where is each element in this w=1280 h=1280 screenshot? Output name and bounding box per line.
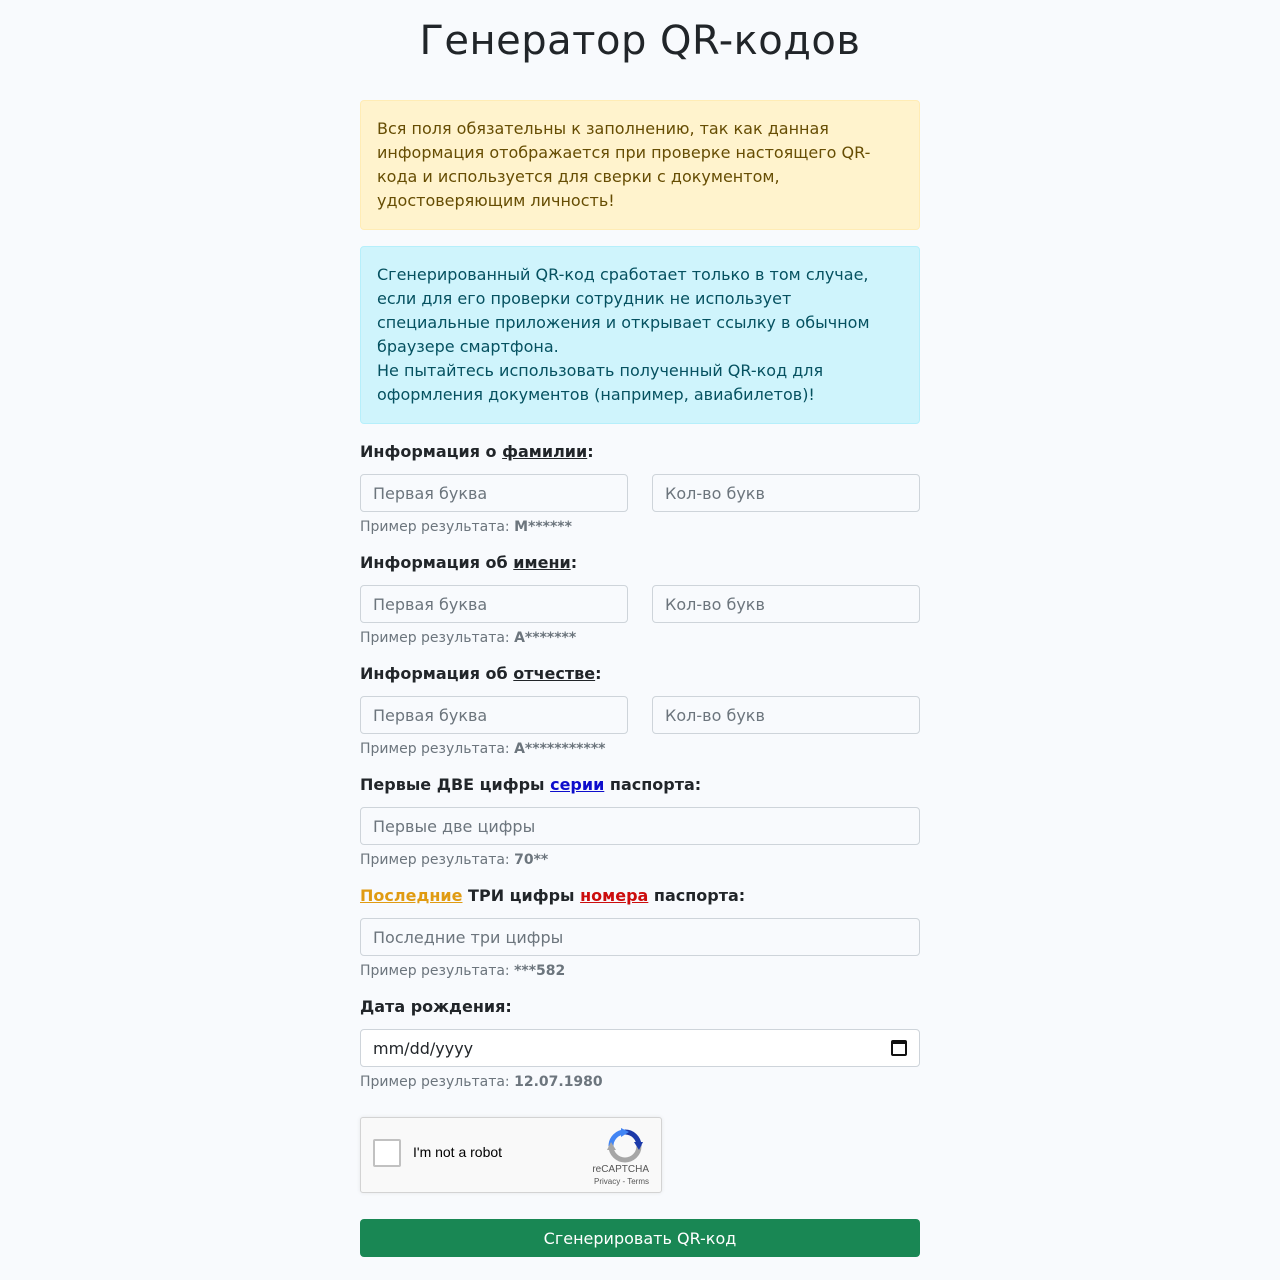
passport-number-hint-value: ***582 [514,963,566,979]
passport-series-label-suffix: паспорта: [604,775,702,794]
patronymic-hint [360,739,920,759]
recaptcha-brand: reCAPTCHA [592,1164,649,1175]
recaptcha-logo-icon [607,1128,643,1164]
passport-number-label-suffix: паспорта: [648,886,746,905]
info-alert-text-1: Сгенерированный QR-код сработает только в том случае, если для его проверки сотрудник не использует специальные приложения и открывает ссылку в обычном браузере смартфона. [377,265,870,356]
passport-number-link[interactable]: номера [580,886,649,905]
page-title: Генератор QR-кодов [419,18,861,64]
passport-number-group [360,884,920,981]
name-hint-value: А******* [514,630,577,646]
surname-label-link[interactable]: фамилии [502,442,588,461]
name-first-letter-input[interactable] [360,585,628,623]
passport-series-link[interactable]: серии [550,775,605,794]
name-label-prefix: Информация об [360,553,514,572]
name-group [360,551,920,648]
surname-hint-prefix: Пример результата: [360,519,515,535]
passport-series-hint-value: 70** [514,852,549,868]
passport-series-input[interactable] [360,807,920,845]
surname-first-letter-input[interactable] [360,474,628,512]
form-container [360,100,920,1257]
warning-alert [360,100,920,230]
info-alert [360,246,920,424]
name-label-suffix: : [570,553,578,572]
passport-series-label [360,773,920,797]
surname-hint [360,517,920,537]
birthdate-hint-value: 12.07.1980 [514,1074,603,1090]
birthdate-label: Дата рождения: [360,997,512,1016]
surname-group [360,440,920,537]
birthdate-hint-prefix: Пример результата: [360,1074,515,1090]
patronymic-label-prefix: Информация об [360,664,514,683]
patronymic-label-suffix: : [595,664,602,683]
patronymic-group [360,662,920,759]
patronymic-hint-prefix: Пример результата: [360,741,515,757]
surname-label-prefix: Информация о [360,442,503,461]
patronymic-label [360,662,920,686]
passport-number-last-link[interactable]: Последние [360,886,463,905]
birthdate-value: mm/dd/yyyy [373,1038,474,1058]
passport-series-label-prefix: Первые ДВЕ цифры [360,775,551,794]
passport-number-hint-prefix: Пример результата: [360,963,515,979]
name-hint [360,628,920,648]
recaptcha-checkbox[interactable] [373,1139,401,1167]
surname-label [360,440,920,464]
birthdate-group [360,995,920,1092]
passport-number-hint [360,961,920,981]
passport-number-input[interactable] [360,918,920,956]
name-label-link[interactable]: имени [513,553,571,572]
passport-number-label [360,884,920,908]
calendar-icon[interactable] [891,1040,907,1056]
recaptcha-widget [360,1117,662,1193]
recaptcha-label: I'm not a robot [413,1144,503,1160]
generate-qr-button[interactable]: Сгенерировать QR-код [360,1219,920,1257]
patronymic-label-link[interactable]: отчестве [513,664,596,683]
warning-alert-text: Вся поля обязательны к заполнению, так как данная информация отображается при проверке настоящего QR-кода и используется для сверки с документом, удостоверяющим личность! [377,119,871,210]
recaptcha-terms-link[interactable]: Privacy - Terms [594,1177,649,1186]
name-label [360,551,920,575]
surname-letter-count-input[interactable] [652,474,920,512]
patronymic-first-letter-input[interactable] [360,696,628,734]
patronymic-letter-count-input[interactable] [652,696,920,734]
surname-label-suffix: : [587,442,594,461]
passport-series-group [360,773,920,870]
patronymic-hint-value: А*********** [514,741,606,757]
birthdate-input[interactable] [360,1029,920,1067]
passport-series-hint [360,850,920,870]
birthdate-hint [360,1072,920,1092]
passport-number-label-middle: ТРИ цифры [462,886,581,905]
info-alert-text-2: Не пытайтесь использовать полученный QR-код для оформления документов (например, авиабилетов)! [377,361,824,404]
surname-hint-value: М****** [514,519,572,535]
passport-series-hint-prefix: Пример результата: [360,852,515,868]
name-letter-count-input[interactable] [652,585,920,623]
name-hint-prefix: Пример результата: [360,630,515,646]
